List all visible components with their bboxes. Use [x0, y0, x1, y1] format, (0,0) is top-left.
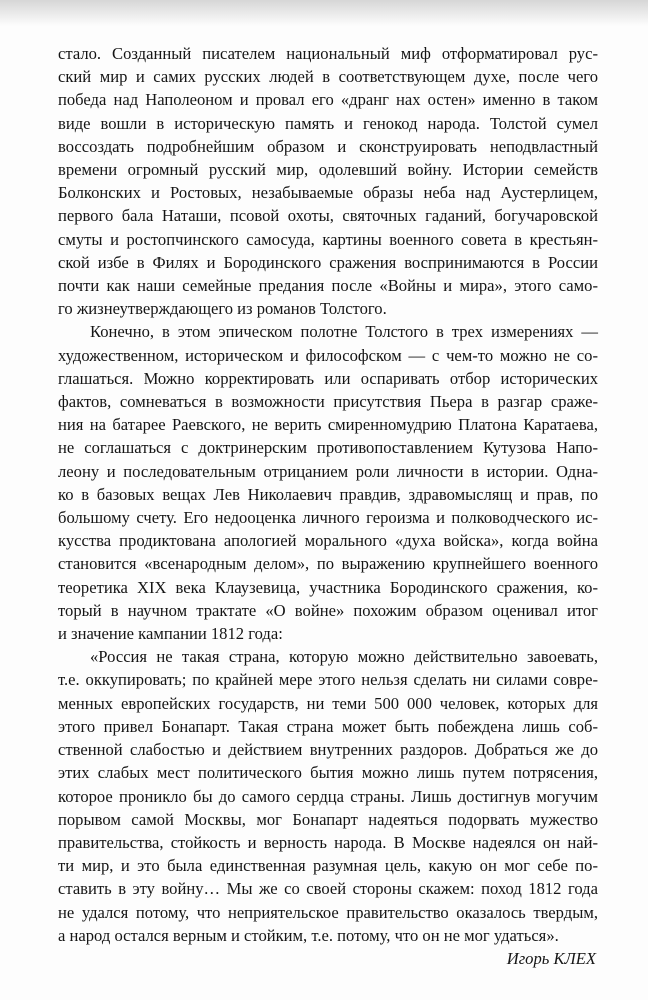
text-line: ти мир, и это была единственная разумная цель, какую он мог себе по- [58, 856, 598, 876]
text-line: времени огромный русский мир, одолевший войну. Истории семейств [58, 160, 598, 180]
text-line: а народ остался верным и стойким, т.е. потому, что он не мог удаться». [58, 925, 559, 945]
text-line: го жизнеутверждающего из романов Толстого. [58, 299, 387, 319]
text-line: ко в базовых вещах Лев Николаевич правдив, здравомыслящ и прав, по [58, 484, 598, 504]
text-line: ставить в эту войну… Мы же со своей стороны скажем: поход 1812 года [58, 879, 598, 899]
scan-top-shadow [0, 0, 648, 26]
text-line: не соглашаться с доктринерским противопоставлением Кутузова Напо- [58, 438, 598, 458]
paragraph [58, 645, 598, 947]
text-line: художественном, историческом и философском — с чем-то можно не со- [58, 345, 598, 365]
text-line: менных европейских государств, ни теми 500 000 человек, которых для [58, 693, 598, 713]
text-line: становится «всенародным делом», по выражению крупнейшего военного [58, 554, 598, 574]
paragraph [58, 42, 598, 320]
paragraph [58, 320, 598, 645]
text-line: фактов, сомневаться в возможности присутствия Пьера в разгар сраже- [58, 392, 598, 412]
text-line: этого привел Бонапарт. Такая страна может быть побеждена лишь соб- [58, 716, 598, 736]
text-line: смуты и ростопчинского самосуда, картины военного совета в крестьян- [58, 229, 598, 249]
text-line: этих слабых мест политического бытия можно лишь путем потрясения, [58, 763, 598, 783]
text-line: «Россия не такая страна, которую можно действительно завоевать, [90, 647, 598, 667]
text-line: леону и последовательным отрицанием роли личности в истории. Одна- [58, 461, 598, 481]
author-signature: Игорь КЛЕХ [506, 948, 596, 968]
text-line: первого бала Наташи, псовой охоты, святочных гаданий, богучаровской [58, 206, 598, 226]
text-line: победа над Наполеоном и провал его «дранг нах остен» именно в таком [58, 90, 598, 110]
text-line: теоретика XIX века Клаузевица, участника Бородинского сражения, ко- [58, 577, 598, 597]
text-line: кусства продиктована апологией морального «духа войска», когда война [58, 531, 598, 551]
text-line: не удался потому, что неприятельское правительство оказалось твердым, [58, 902, 598, 922]
text-line: ской избе в Филях и Бородинского сражения воспринимаются в России [58, 252, 598, 272]
document-page [58, 42, 598, 970]
text-line: большому счету. Его недооценка личного героизма и полководческого ис- [58, 508, 598, 528]
text-line: почти как наши семейные предания после «Войны и мира», этого само- [58, 276, 598, 296]
text-line: т.е. оккупировать; по крайней мере этого нельзя сделать ни силами совре- [58, 670, 598, 690]
text-line: торый в научном трактате «О войне» похожим образом оценивал итог [58, 600, 598, 620]
text-line: Конечно, в этом эпическом полотне Толстого в трех измерениях — [90, 322, 598, 342]
text-line: правительства, стойкость и верность народа. В Москве надеялся он най- [58, 832, 598, 852]
text-line: глашаться. Можно корректировать или оспаривать отбор исторических [58, 368, 598, 388]
text-line: и значение кампании 1812 года: [58, 624, 283, 644]
text-line: ский мир и самих русских людей в соответствующем духе, после чего [58, 67, 598, 87]
text-line: ственной слабостью и действием внутренних раздоров. Добраться же до [58, 740, 598, 760]
text-line: Болконских и Ростовых, незабываемые образы неба над Аустерлицем, [58, 183, 598, 203]
text-line: виде вошли в историческую память и генокод народа. Толстой сумел [58, 113, 598, 133]
text-line: которое проникло бы до самого сердца страны. Лишь достигнув могучим [58, 786, 598, 806]
text-line: воссоздать подробнейшим образом и сконструировать неподвластный [58, 136, 598, 156]
text-line: ния на батарее Раевского, не верить смиренномудрию Платона Каратаева, [58, 415, 598, 435]
text-line: порывом самой Москвы, мог Бонапарт надеяться подорвать мужество [58, 809, 598, 829]
text-line: стало. Созданный писателем национальный миф отформатировал рус- [58, 44, 598, 63]
